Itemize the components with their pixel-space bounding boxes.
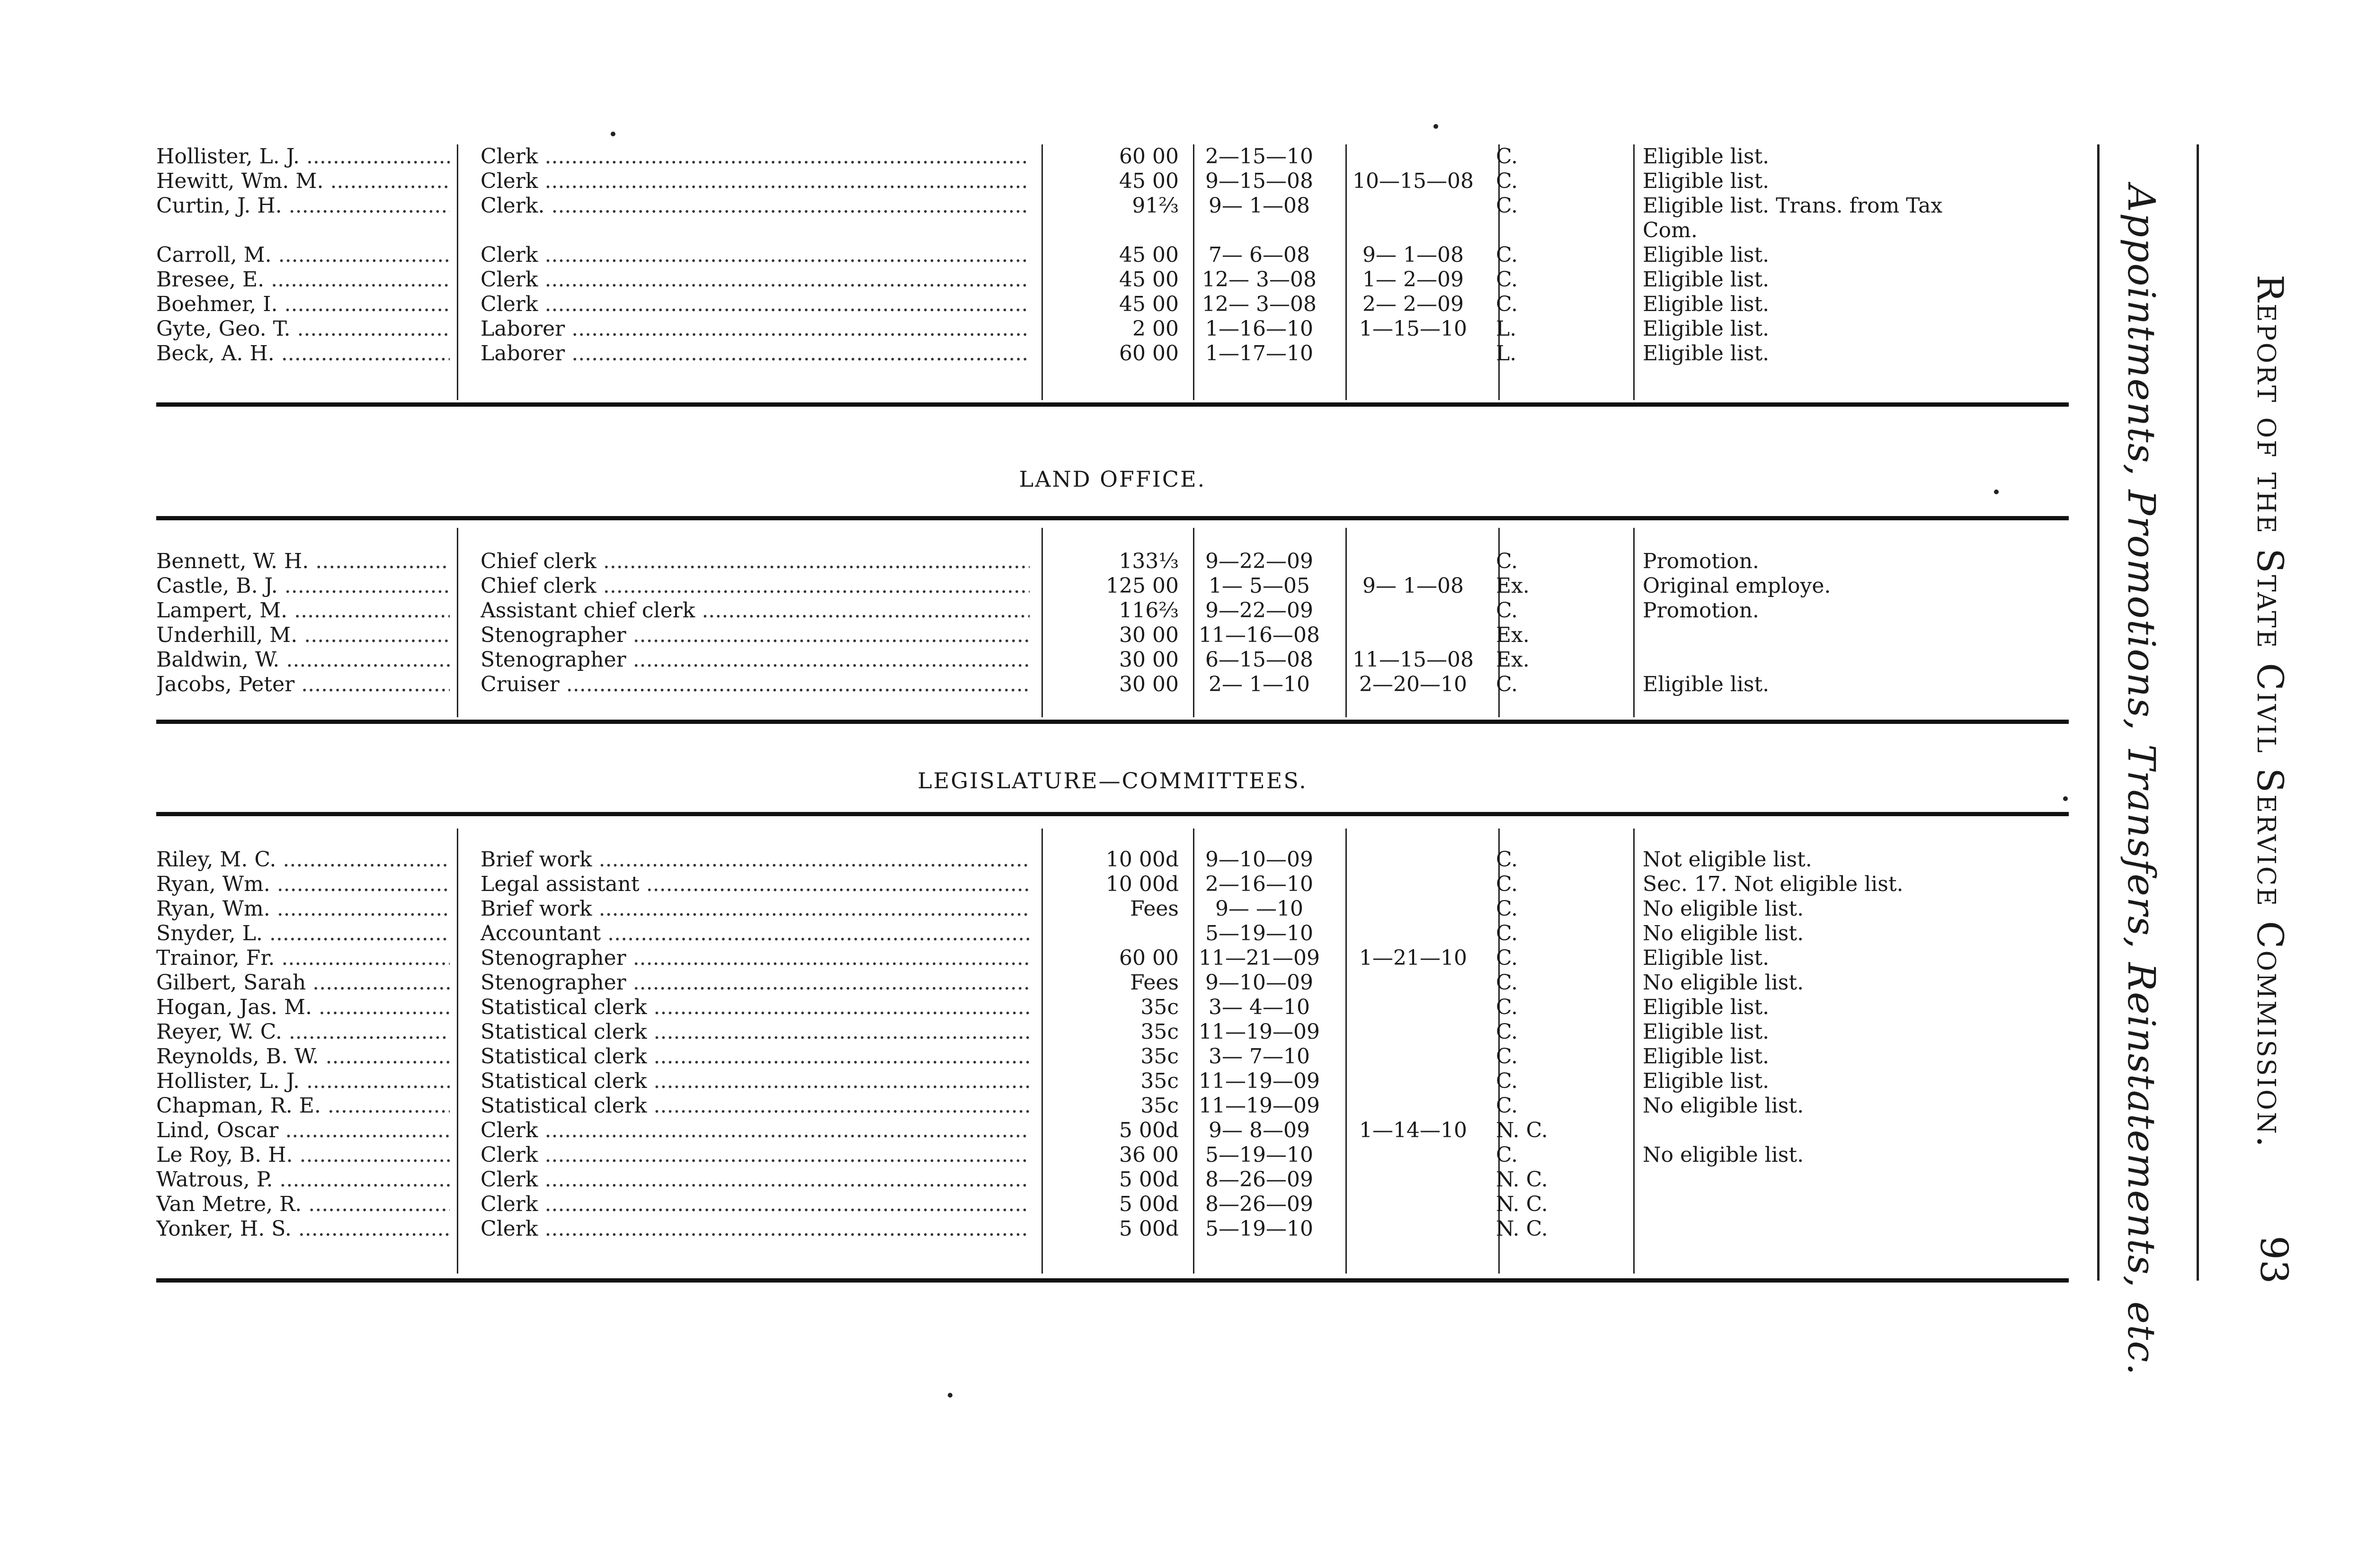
cell-remarks: Eligible list. xyxy=(1643,1069,1770,1093)
cell-rate: 45 00 xyxy=(1119,292,1179,316)
cell-date1: 1—16—10 xyxy=(1205,317,1313,341)
cell-rate: 36 00 xyxy=(1119,1143,1179,1167)
cell-rate: 30 00 xyxy=(1119,648,1179,672)
cell-rate xyxy=(1037,921,1179,946)
cell-name: Riley, M. C. ..... xyxy=(156,847,450,872)
cell-title: Clerk ..... xyxy=(481,169,1030,194)
cell-status: C. xyxy=(1496,897,1518,921)
cell-remarks: Eligible list. xyxy=(1643,292,1770,316)
margin-rule xyxy=(2097,144,2100,1281)
cell-status: C. xyxy=(1496,292,1518,316)
cell-rate: 10 00d xyxy=(1105,872,1179,896)
cell-date2: 2— 2—09 xyxy=(1362,292,1464,316)
cell-status: C. xyxy=(1496,267,1518,292)
cell-date2 xyxy=(1342,1020,1484,1044)
cell-date1: 11—21—09 xyxy=(1199,946,1320,970)
cell-rate: 60 00 xyxy=(1119,144,1179,169)
cell-status: N. C. xyxy=(1496,1217,1548,1241)
cell-date2 xyxy=(1342,194,1484,218)
cell-remarks: Eligible list. xyxy=(1643,341,1770,365)
cell-title: Stenographer ..... xyxy=(481,648,1030,672)
cell-remarks: No eligible list. xyxy=(1643,1094,1804,1118)
cell-remarks xyxy=(1643,1217,2069,1241)
cell-rate: 35c xyxy=(1140,1020,1179,1044)
cell-date1: 2—15—10 xyxy=(1205,144,1313,169)
cell-name xyxy=(156,218,450,243)
margin-rule xyxy=(2197,144,2199,1281)
cell-date1: 9—22—09 xyxy=(1205,598,1313,623)
cell-title: Cruiser ..... xyxy=(481,672,1030,697)
cell-remarks: Eligible list. xyxy=(1643,169,1770,193)
section-rule xyxy=(156,516,2069,520)
cell-rate: 91⅔ xyxy=(1132,194,1179,218)
cell-title: Stenographer ..... xyxy=(481,946,1030,971)
cell-status: L. xyxy=(1496,317,1517,341)
cell-rate: 45 00 xyxy=(1119,243,1179,267)
cell-status: C. xyxy=(1496,995,1518,1019)
cell-title: Statistical clerk ..... xyxy=(481,1094,1030,1118)
cell-remarks: Promotion. xyxy=(1643,598,1759,623)
cell-date1: 11—19—09 xyxy=(1199,1094,1320,1118)
cell-date2 xyxy=(1342,971,1484,995)
cell-status: Ex. xyxy=(1496,574,1530,598)
cell-title: Clerk ..... xyxy=(481,1217,1030,1241)
cell-date2: 10—15—08 xyxy=(1353,169,1474,193)
cell-status: C. xyxy=(1496,1069,1518,1093)
cell-rate: 133⅓ xyxy=(1119,549,1179,573)
section-rule xyxy=(156,812,2069,816)
cell-rate: 5 00d xyxy=(1119,1192,1179,1216)
cell-date1: 8—26—09 xyxy=(1205,1192,1313,1216)
cell-title: Brief work ..... xyxy=(481,897,1030,921)
cell-date1: 2— 1—10 xyxy=(1209,672,1310,696)
cell-date1: 2—16—10 xyxy=(1205,872,1313,896)
cell-rate: 30 00 xyxy=(1119,623,1179,647)
cell-rate: 35c xyxy=(1140,1094,1179,1118)
cell-status: C. xyxy=(1496,847,1518,872)
cell-remarks: Eligible list. xyxy=(1643,267,1770,292)
cell-remarks: Com. xyxy=(1643,218,1698,242)
cell-name: Underhill, M. ..... xyxy=(156,623,450,648)
cell-date2 xyxy=(1342,1167,1484,1192)
cell-rate: 5 00d xyxy=(1119,1167,1179,1192)
cell-date1: 11—19—09 xyxy=(1199,1069,1320,1093)
cell-name: Hewitt, Wm. M. ..... xyxy=(156,169,450,194)
cell-date2 xyxy=(1342,921,1484,946)
cell-date1: 3— 7—10 xyxy=(1209,1044,1310,1069)
cell-date2: 1—21—10 xyxy=(1359,946,1467,970)
cell-name: Reynolds, B. W. ..... xyxy=(156,1044,450,1069)
cell-name: Beck, A. H. ..... xyxy=(156,341,450,366)
cell-date2: 1— 2—09 xyxy=(1362,267,1464,292)
cell-date1: 5—19—10 xyxy=(1205,1217,1313,1241)
cell-date2 xyxy=(1342,1192,1484,1217)
cell-title: Clerk ..... xyxy=(481,243,1030,267)
cell-remarks: Eligible list. xyxy=(1643,995,1770,1019)
column-divider xyxy=(457,144,458,400)
cell-title: Laborer ..... xyxy=(481,317,1030,341)
cell-date2 xyxy=(1342,623,1484,648)
cell-rate: 5 00d xyxy=(1119,1118,1179,1142)
cell-status: N. C. xyxy=(1496,1118,1548,1142)
cell-rate: 35c xyxy=(1140,1044,1179,1069)
cell-date1: 5—19—10 xyxy=(1205,921,1313,945)
cell-date1: 9—15—08 xyxy=(1205,169,1313,193)
cell-remarks: Original employe. xyxy=(1643,574,1831,598)
cell-date2 xyxy=(1342,1143,1484,1167)
cell-title: Accountant ..... xyxy=(481,921,1030,946)
cell-date1: 9— —10 xyxy=(1215,897,1303,921)
cell-title: Clerk ..... xyxy=(481,1143,1030,1167)
cell-rate: 60 00 xyxy=(1119,946,1179,970)
cell-date2: 1—15—10 xyxy=(1359,317,1467,341)
cell-title: Laborer ..... xyxy=(481,341,1030,366)
cell-name: Bennett, W. H. ..... xyxy=(156,549,450,574)
cell-remarks: Eligible list. xyxy=(1643,243,1770,267)
cell-status: N. C. xyxy=(1496,1167,1548,1192)
cell-date2 xyxy=(1342,872,1484,897)
cell-remarks: Eligible list. xyxy=(1643,1044,1770,1069)
cell-remarks: Eligible list. Trans. from Tax xyxy=(1643,194,1943,218)
cell-date2 xyxy=(1342,598,1484,623)
column-divider xyxy=(457,528,458,717)
cell-date1: 9—10—09 xyxy=(1205,971,1313,995)
running-title: Report of the State Civil Service Commission. xyxy=(2249,275,2291,1149)
cell-rate: 45 00 xyxy=(1119,267,1179,292)
cell-date1: 1—17—10 xyxy=(1205,341,1313,365)
cell-status xyxy=(1496,218,1610,243)
cell-name: Castle, B. J. ..... xyxy=(156,574,450,598)
cell-name: Chapman, R. E. ..... xyxy=(156,1094,450,1118)
cell-remarks: Eligible list. xyxy=(1643,946,1770,970)
cell-status: C. xyxy=(1496,1143,1518,1167)
ink-speck xyxy=(611,132,615,136)
cell-title: Clerk ..... xyxy=(481,267,1030,292)
section-heading: LAND OFFICE. xyxy=(1019,466,1206,492)
cell-status: C. xyxy=(1496,672,1518,696)
cell-date1: 9— 8—09 xyxy=(1209,1118,1310,1142)
cell-title xyxy=(481,218,1030,243)
cell-rate: 2 00 xyxy=(1132,317,1179,341)
cell-name: Curtin, J. H. ..... xyxy=(156,194,450,218)
cell-title: Statistical clerk ..... xyxy=(481,1044,1030,1069)
cell-status: C. xyxy=(1496,598,1518,623)
cell-date2: 2—20—10 xyxy=(1359,672,1467,696)
cell-rate: Fees xyxy=(1130,971,1179,995)
running-subtitle: Appointments, Promotions, Transfers, Reinstatements, etc. xyxy=(2119,185,2163,1376)
cell-name: Hogan, Jas. M. ..... xyxy=(156,995,450,1020)
column-divider xyxy=(1633,829,1635,1274)
cell-title: Clerk ..... xyxy=(481,292,1030,317)
cell-name: Van Metre, R. ..... xyxy=(156,1192,450,1217)
cell-name: Watrous, P. ..... xyxy=(156,1167,450,1192)
cell-date1: 9—10—09 xyxy=(1205,847,1313,872)
cell-name: Lampert, M. ..... xyxy=(156,598,450,623)
cell-rate: 5 00d xyxy=(1119,1217,1179,1241)
cell-name: Hollister, L. J. ..... xyxy=(156,144,450,169)
cell-date2 xyxy=(1342,1217,1484,1241)
cell-date2 xyxy=(1342,897,1484,921)
section-rule xyxy=(156,1278,2069,1283)
section-heading: LEGISLATURE—COMMITTEES. xyxy=(917,768,1308,793)
cell-status: C. xyxy=(1496,1094,1518,1118)
cell-remarks: No eligible list. xyxy=(1643,897,1804,921)
cell-remarks xyxy=(1643,648,2069,672)
cell-rate: 35c xyxy=(1140,1069,1179,1093)
cell-date2 xyxy=(1342,1044,1484,1069)
cell-title: Assistant chief clerk ..... xyxy=(481,598,1030,623)
cell-remarks: Promotion. xyxy=(1643,549,1759,573)
cell-status: L. xyxy=(1496,341,1517,365)
cell-status: C. xyxy=(1496,921,1518,945)
cell-status: C. xyxy=(1496,194,1518,218)
cell-name: Boehmer, I. ..... xyxy=(156,292,450,317)
cell-rate xyxy=(1037,218,1179,243)
cell-remarks: No eligible list. xyxy=(1643,921,1804,945)
cell-remarks: Not eligible list. xyxy=(1643,847,1812,872)
cell-name: Lind, Oscar ..... xyxy=(156,1118,450,1143)
cell-title: Chief clerk ..... xyxy=(481,549,1030,574)
cell-status: C. xyxy=(1496,144,1518,169)
cell-date2 xyxy=(1342,218,1484,243)
column-divider xyxy=(457,829,458,1274)
cell-status: Ex. xyxy=(1496,623,1530,647)
cell-name: Ryan, Wm. ..... xyxy=(156,872,450,897)
cell-title: Stenographer ..... xyxy=(481,623,1030,648)
cell-status: C. xyxy=(1496,243,1518,267)
cell-name: Le Roy, B. H. ..... xyxy=(156,1143,450,1167)
cell-date1: 12— 3—08 xyxy=(1202,292,1317,316)
cell-date1 xyxy=(1188,218,1330,243)
cell-status: Ex. xyxy=(1496,648,1530,672)
cell-title: Statistical clerk ..... xyxy=(481,1020,1030,1044)
cell-remarks xyxy=(1643,1192,2069,1217)
cell-title: Chief clerk ..... xyxy=(481,574,1030,598)
cell-name: Reyer, W. C. ..... xyxy=(156,1020,450,1044)
cell-name: Ryan, Wm. ..... xyxy=(156,897,450,921)
cell-date1: 5—19—10 xyxy=(1205,1143,1313,1167)
cell-title: Stenographer ..... xyxy=(481,971,1030,995)
cell-rate: 45 00 xyxy=(1119,169,1179,193)
ink-speck xyxy=(2063,796,2068,801)
cell-date1: 1— 5—05 xyxy=(1209,574,1310,598)
cell-name: Yonker, H. S. ..... xyxy=(156,1217,450,1241)
cell-remarks: No eligible list. xyxy=(1643,971,1804,995)
cell-remarks: Eligible list. xyxy=(1643,144,1770,169)
ink-speck xyxy=(1433,124,1438,129)
cell-status: N. C. xyxy=(1496,1192,1548,1216)
cell-date2 xyxy=(1342,1094,1484,1118)
cell-rate: Fees xyxy=(1130,897,1179,921)
cell-date2: 11—15—08 xyxy=(1353,648,1474,672)
cell-date2 xyxy=(1342,144,1484,169)
cell-date1: 9— 1—08 xyxy=(1209,194,1310,218)
cell-remarks: No eligible list. xyxy=(1643,1143,1804,1167)
cell-rate: 125 00 xyxy=(1106,574,1179,598)
cell-name: Trainor, Fr. ..... xyxy=(156,946,450,971)
cell-name: Bresee, E. ..... xyxy=(156,267,450,292)
cell-title: Clerk ..... xyxy=(481,1118,1030,1143)
cell-date2 xyxy=(1342,1069,1484,1094)
cell-name: Carroll, M. ..... xyxy=(156,243,450,267)
cell-name: Jacobs, Peter ..... xyxy=(156,672,450,697)
cell-name: Snyder, L. ..... xyxy=(156,921,450,946)
cell-date1: 12— 3—08 xyxy=(1202,267,1317,292)
cell-title: Clerk ..... xyxy=(481,1192,1030,1217)
cell-date2 xyxy=(1342,341,1484,366)
column-divider xyxy=(1633,528,1635,717)
cell-title: Statistical clerk ..... xyxy=(481,995,1030,1020)
cell-rate: 35c xyxy=(1140,995,1179,1019)
ink-speck xyxy=(948,1393,952,1398)
cell-title: Clerk ..... xyxy=(481,1167,1030,1192)
cell-date1: 6—15—08 xyxy=(1205,648,1313,672)
cell-remarks xyxy=(1643,1118,2069,1143)
cell-status: C. xyxy=(1496,1020,1518,1044)
column-divider xyxy=(1633,144,1635,400)
section-rule xyxy=(156,720,2069,724)
cell-rate: 116⅔ xyxy=(1119,598,1179,623)
cell-remarks xyxy=(1643,1167,2069,1192)
cell-remarks xyxy=(1643,623,2069,648)
cell-date1: 3— 4—10 xyxy=(1209,995,1310,1019)
cell-title: Legal assistant ..... xyxy=(481,872,1030,897)
cell-date2 xyxy=(1342,995,1484,1020)
cell-rate: 60 00 xyxy=(1119,341,1179,365)
cell-date2 xyxy=(1342,847,1484,872)
cell-status: C. xyxy=(1496,549,1518,573)
cell-date2: 9— 1—08 xyxy=(1362,574,1464,598)
cell-name: Hollister, L. J. ..... xyxy=(156,1069,450,1094)
cell-date1: 8—26—09 xyxy=(1205,1167,1313,1192)
cell-status: C. xyxy=(1496,971,1518,995)
cell-rate: 10 00d xyxy=(1105,847,1179,872)
section-rule xyxy=(156,402,2069,407)
cell-date1: 11—16—08 xyxy=(1199,623,1320,647)
cell-remarks: Eligible list. xyxy=(1643,1020,1770,1044)
cell-remarks: Eligible list. xyxy=(1643,672,1770,696)
cell-date1: 7— 6—08 xyxy=(1209,243,1310,267)
cell-title: Clerk ..... xyxy=(481,144,1030,169)
cell-title: Brief work ..... xyxy=(481,847,1030,872)
cell-date2 xyxy=(1342,549,1484,574)
cell-title: Clerk. ..... xyxy=(481,194,1030,218)
cell-remarks: Eligible list. xyxy=(1643,317,1770,341)
cell-name: Gyte, Geo. T. ..... xyxy=(156,317,450,341)
cell-date1: 9—22—09 xyxy=(1205,549,1313,573)
cell-title: Statistical clerk ..... xyxy=(481,1069,1030,1094)
cell-status: C. xyxy=(1496,946,1518,970)
cell-status: C. xyxy=(1496,872,1518,896)
cell-name: Baldwin, W. ..... xyxy=(156,648,450,672)
page-number: 93 xyxy=(2252,1236,2296,1284)
cell-date1: 11—19—09 xyxy=(1199,1020,1320,1044)
cell-status: C. xyxy=(1496,169,1518,193)
cell-name: Gilbert, Sarah ..... xyxy=(156,971,450,995)
cell-date2: 1—14—10 xyxy=(1359,1118,1467,1142)
cell-date2: 9— 1—08 xyxy=(1362,243,1464,267)
cell-remarks: Sec. 17. Not eligible list. xyxy=(1643,872,1904,896)
cell-status: C. xyxy=(1496,1044,1518,1069)
cell-rate: 30 00 xyxy=(1119,672,1179,696)
